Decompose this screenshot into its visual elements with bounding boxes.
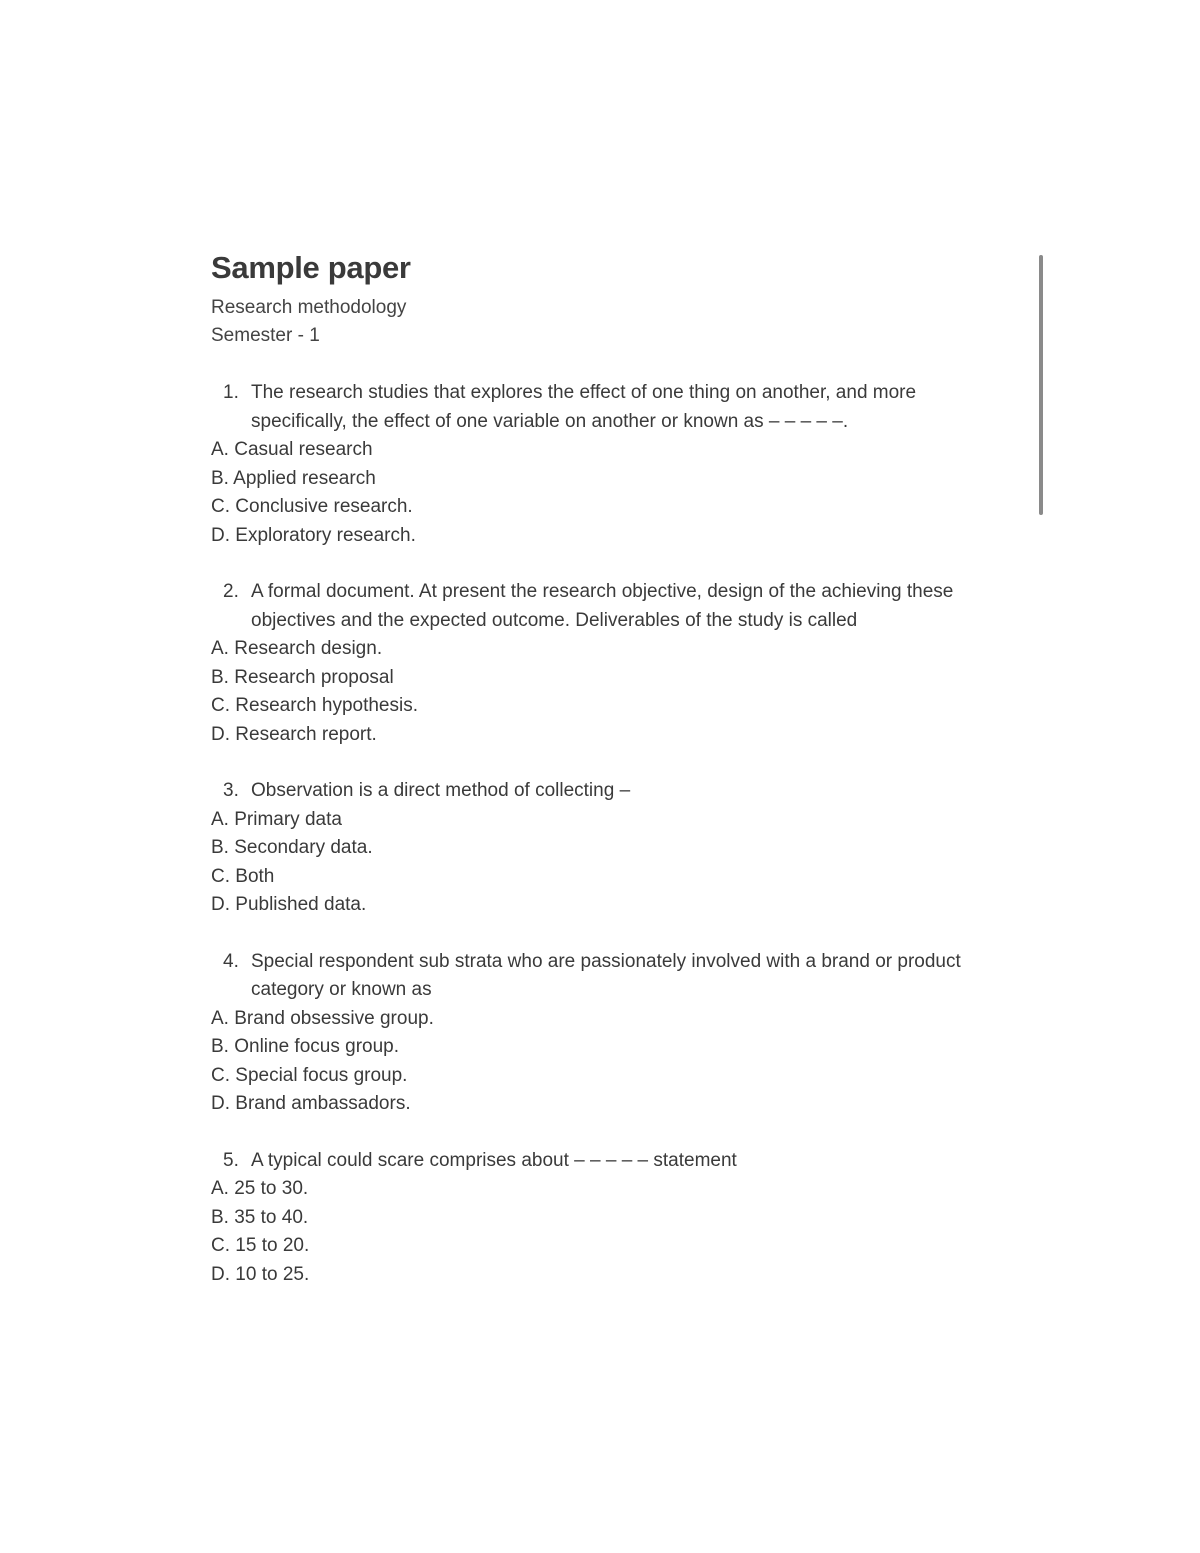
option-list	[211, 1005, 991, 1119]
question-text: A formal document. At present the research objective, design of the achieving these objectives and the expected outcome. Deliverables of the study is called	[251, 581, 954, 631]
option-list	[211, 635, 991, 749]
answer-option: D. Research report.	[211, 723, 377, 745]
page-title: Sample paper	[211, 250, 411, 285]
question-stem	[211, 578, 991, 635]
option-list	[211, 1175, 991, 1289]
question-list	[211, 379, 991, 1289]
paper-content	[211, 248, 991, 1289]
question-text: Special respondent sub strata who are passionately involved with a brand or product category or known as	[251, 950, 961, 1000]
question-number: 5.	[223, 1149, 239, 1171]
answer-option: C. Both	[211, 865, 275, 887]
question-stem	[211, 777, 991, 806]
option-list	[211, 806, 991, 920]
answer-option: D. Published data.	[211, 894, 367, 915]
question-number: 2.	[223, 581, 239, 602]
answer-option: B. Research proposal	[211, 666, 394, 688]
question-stem	[211, 1147, 991, 1176]
answer-option: A. Casual research	[211, 439, 373, 460]
answer-option: B. Online focus group.	[211, 1036, 399, 1057]
question-number: 1.	[223, 382, 239, 403]
option-list	[211, 436, 991, 550]
question-text: A typical could scare comprises about – – – – – statement	[251, 1149, 737, 1171]
question-stem	[211, 948, 991, 1005]
answer-option: D. 10 to 25.	[211, 1263, 310, 1285]
semester-label: Semester - 1	[211, 325, 320, 346]
answer-option: B. Secondary data.	[211, 837, 373, 858]
answer-option: B. Applied research	[211, 467, 376, 489]
scrollbar[interactable]	[1039, 255, 1043, 515]
question-stem	[211, 379, 991, 436]
answer-option: D. Exploratory research.	[211, 524, 416, 546]
question-block	[211, 777, 991, 920]
question-block	[211, 1147, 991, 1290]
question-text: The research studies that explores the effect of one thing on another, and more specifically, the effect of one variable on another or known as – – – – –.	[251, 382, 917, 432]
answer-option: A. Research design.	[211, 638, 383, 659]
question-text: Observation is a direct method of collecting –	[251, 780, 631, 801]
question-block	[211, 578, 991, 749]
answer-option: C. Research hypothesis.	[211, 695, 418, 716]
subject-label: Research methodology	[211, 297, 407, 318]
answer-option: A. 25 to 30.	[211, 1178, 309, 1199]
answer-option: B. 35 to 40.	[211, 1206, 309, 1228]
question-block	[211, 379, 991, 550]
answer-option: C. Conclusive research.	[211, 496, 413, 517]
question-number: 4.	[223, 950, 239, 972]
question-number: 3.	[223, 780, 239, 801]
answer-option: A. Primary data	[211, 808, 342, 830]
question-block	[211, 948, 991, 1119]
answer-option: C. 15 to 20.	[211, 1235, 310, 1256]
answer-option: C. Special focus group.	[211, 1064, 408, 1086]
answer-option: D. Brand ambassadors.	[211, 1093, 411, 1114]
answer-option: A. Brand obsessive group.	[211, 1007, 434, 1029]
